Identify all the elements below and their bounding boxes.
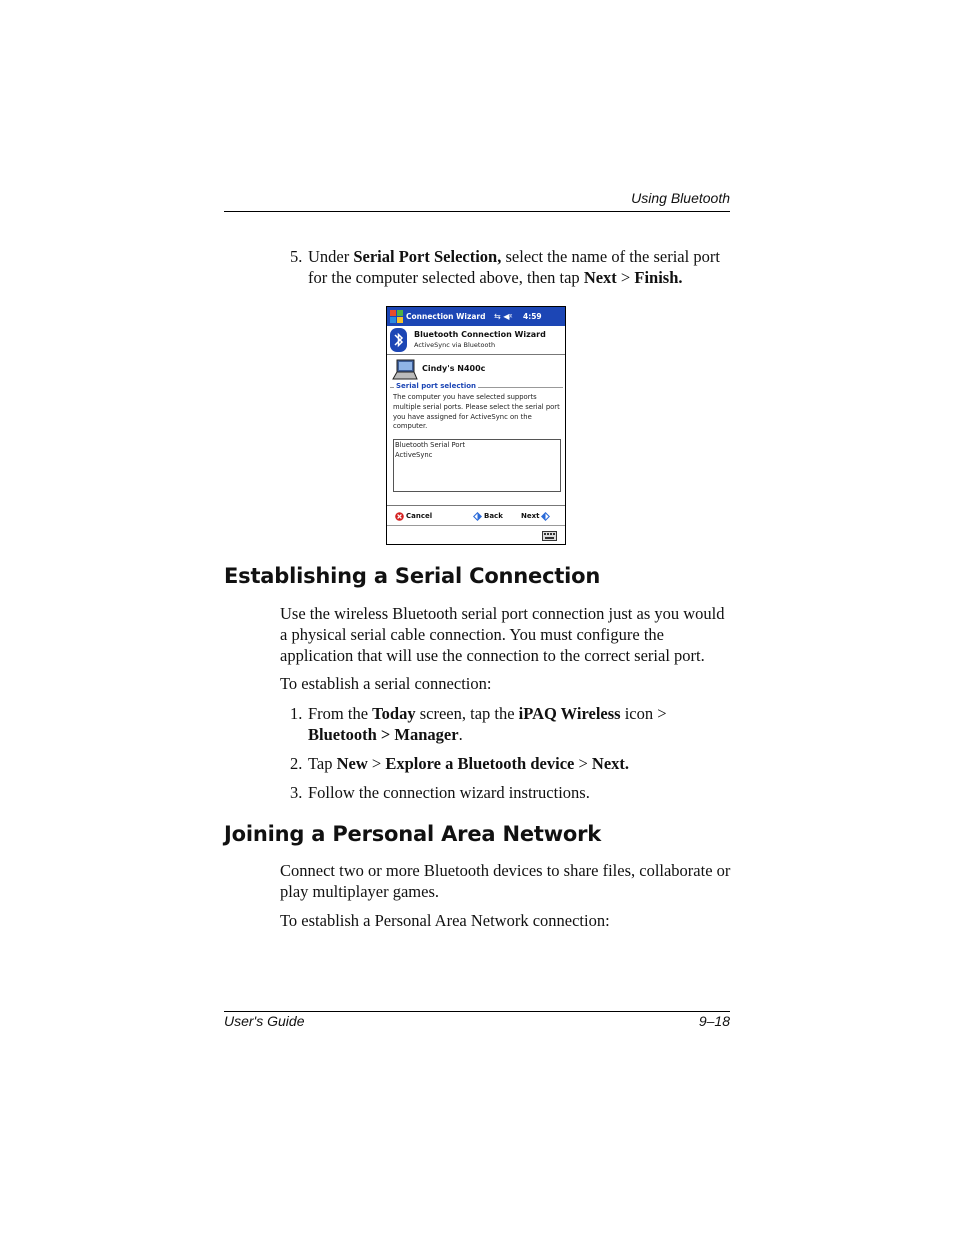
footer-title: User's Guide: [224, 1013, 305, 1029]
pan-lead: To establish a Personal Area Network connection:: [280, 911, 610, 930]
serial-step-2: [290, 753, 730, 774]
wizard-subtitle: ActiveSync via Bluetooth: [414, 341, 496, 349]
list-item[interactable]: Bluetooth Serial Port: [395, 441, 466, 449]
back-button[interactable]: Back: [473, 506, 503, 526]
step-number: 3.: [290, 783, 303, 802]
wizard-header: [387, 326, 565, 355]
page-number: 9–18: [698, 1013, 730, 1029]
step-text: From the Today screen, tap the iPAQ Wireless icon > Bluetooth > Manager.: [308, 704, 667, 744]
header-rule: [224, 211, 730, 212]
keyboard-icon[interactable]: [542, 531, 557, 541]
pda-menu-bar: [387, 525, 565, 545]
list-item[interactable]: ActiveSync: [395, 451, 433, 459]
step-number: 1.: [290, 704, 303, 723]
next-arrow-icon: [541, 512, 550, 521]
serial-intro: Use the wireless Bluetooth serial port connection just as you would a physical serial cable connection. You must configure the application that will use the connection to the correct serial port.: [280, 604, 725, 665]
laptop-icon: [392, 359, 418, 381]
pda-clock[interactable]: 4:59: [523, 312, 542, 321]
step-text: Under Serial Port Selection, select the name of the serial port for the computer selected above, then tap Next > Finish.: [308, 247, 720, 287]
wizard-button-bar: [387, 505, 565, 526]
step-number: 2.: [290, 754, 303, 773]
back-arrow-icon: [473, 512, 482, 521]
wizard-title: Bluetooth Connection Wizard: [414, 330, 546, 339]
serial-lead: To establish a serial connection:: [280, 674, 492, 693]
step-text: Follow the connection wizard instructions.: [308, 783, 590, 802]
serial-step-1: [290, 703, 730, 745]
cancel-button[interactable]: Cancel: [395, 506, 432, 526]
windows-start-icon[interactable]: [390, 310, 403, 323]
bluetooth-icon: [390, 328, 407, 352]
running-header: Using Bluetooth: [631, 190, 730, 206]
pda-window-title: Connection Wizard: [406, 312, 486, 321]
connectivity-volume-icon[interactable]: ⇆ ◀ᵡ: [494, 312, 513, 321]
serial-port-list[interactable]: [393, 439, 561, 492]
cancel-icon: [395, 512, 404, 521]
pda-screenshot: [386, 306, 566, 545]
next-button[interactable]: Next: [521, 506, 550, 526]
step-number: 5.: [290, 247, 303, 266]
footer-rule: [224, 1011, 730, 1012]
device-name: Cindy's N400c: [422, 364, 486, 373]
wizard-description: The computer you have selected supports multiple serial ports. Please select the serial port you have assigned for ActiveSync on the computer.: [393, 393, 560, 431]
pan-intro: Connect two or more Bluetooth devices to share files, collaborate or play multiplayer games.: [280, 861, 731, 901]
section-label: Serial port selection: [396, 382, 477, 390]
step-text: Tap New > Explore a Bluetooth device > Next.: [308, 754, 630, 773]
pda-titlebar: [387, 307, 565, 326]
heading-serial-connection: Establishing a Serial Connection: [224, 564, 601, 588]
serial-step-3: [290, 782, 730, 803]
heading-personal-area-network: Joining a Personal Area Network: [224, 822, 602, 846]
step-5: [290, 246, 730, 288]
